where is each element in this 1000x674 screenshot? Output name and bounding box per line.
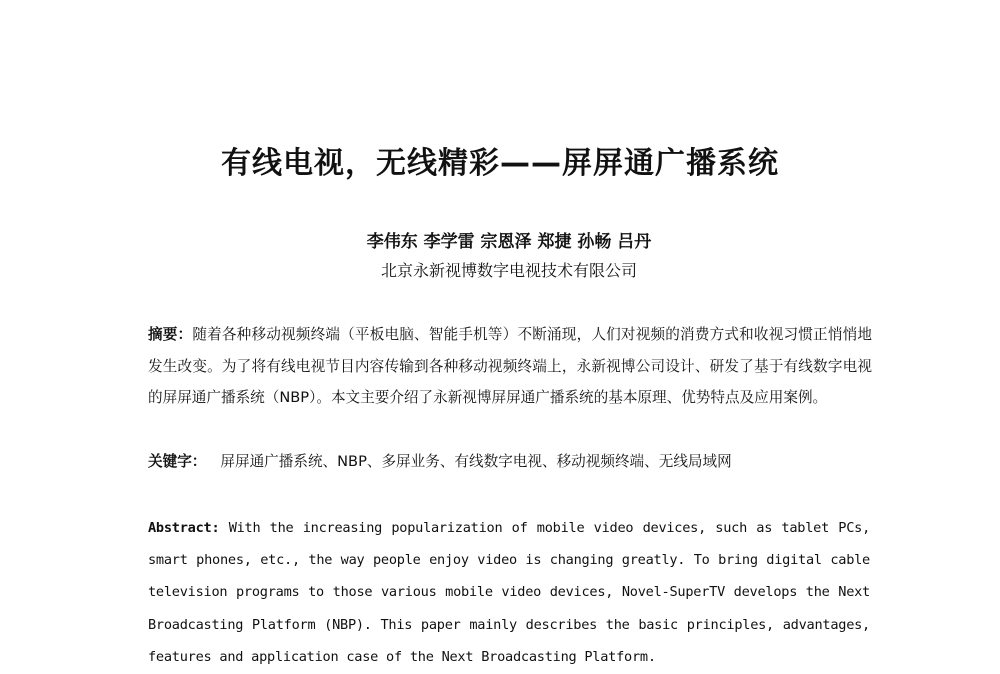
english-abstract [148,512,870,673]
chinese-abstract-label: 摘要： [148,326,193,343]
paper-title: 有线电视，无线精彩——屏屏通广播系统 [221,146,779,181]
keywords-text: 屏屏通广播系统、NBP、多屏业务、有线数字电视、移动视频终端、无线局域网 [220,453,732,470]
english-abstract-text: With the increasing popularization of mobile video devices, such as tablet PCs, smart phones, etc., the way people enjoy video is changing greatly. To bring digital cable television programs to those various mobile video devices, Novel-SuperTV develops the Next Broadcasting Platform (NBP). This paper mainly describes the basic principles, advantages, features and application case of the Next Broadcasting Platform. [148,520,871,665]
author-list: 李伟东 李学雷 宗恩泽 郑捷 孙畅 吕丹 [366,232,652,252]
keywords-label: 关键字： [148,453,207,470]
english-abstract-label: Abstract: [148,520,220,536]
chinese-abstract [148,319,872,414]
chinese-abstract-text: 随着各种移动视频终端（平板电脑、智能手机等）不断涌现，人们对视频的消费方式和收视习惯正悄悄地发生改变。为了将有线电视节目内容传输到各种移动视频终端上，永新视博公司设计、研发了基于有线数字电视的屏屏通广播系统（NBP）。本文主要介绍了永新视博屏屏通广播系统的基本原理、优势特点及应用案例。 [148,326,872,406]
keywords [148,452,872,472]
author-affiliation: 北京永新视博数字电视技术有限公司 [380,261,637,280]
